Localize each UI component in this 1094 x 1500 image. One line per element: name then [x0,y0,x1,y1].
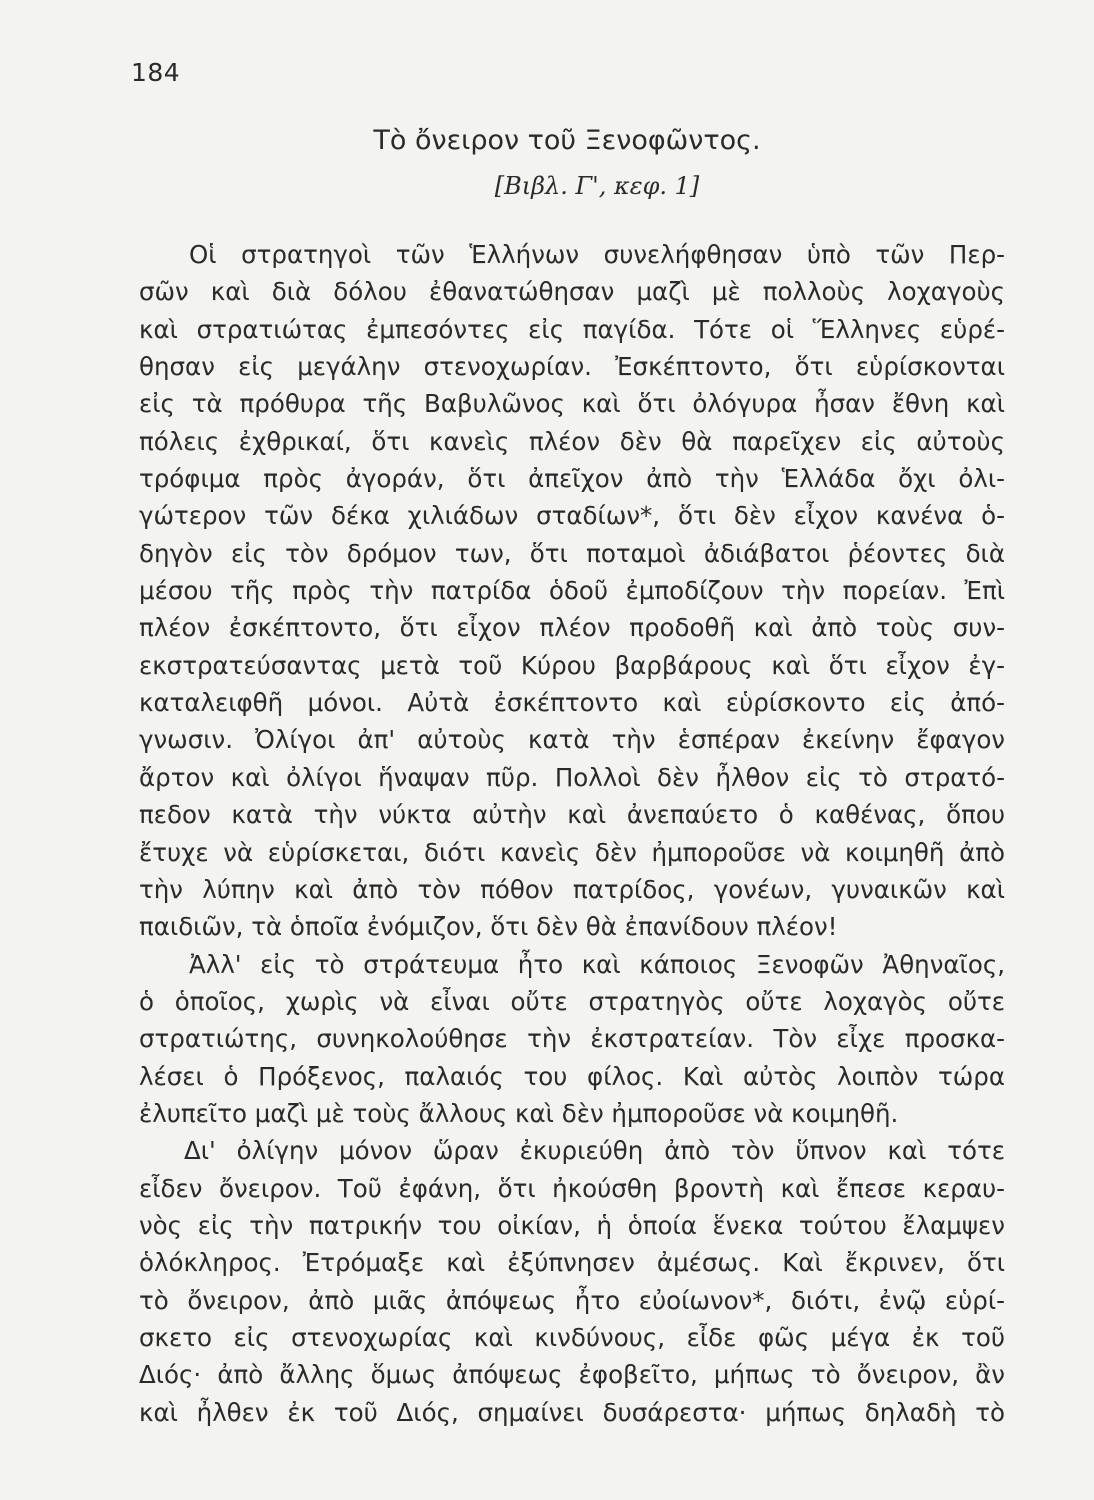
text-line: σκετο εἰς στενοχωρίας καὶ κινδύνους, εἶδε φῶς μέγα ἐκ τοῦ [139,1322,1005,1352]
text-line: ὁλόκληρος. Ἐτρόμαξε καὶ ἐξύπνησεν ἀμέσως. Καὶ ἔκρινεν, ὅτι [139,1248,1005,1278]
text-line: θησαν εἰς μεγάλην στενοχωρίαν. Ἐσκέπτοντο, ὅτι εὑρίσκονται [139,352,1005,382]
text-line: στρατιώτης, συνηκολούθησε τὴν ἐκστρατείαν. Τὸν εἶχε προσκα- [139,1024,1005,1054]
text-line: πόλεις ἐχθρικαί, ὅτι κανεὶς πλέον δὲν θὰ παρεῖχεν εἰς αὐτοὺς [139,426,1005,456]
text-line: δηγὸν εἰς τὸν δρόμον των, ὅτι ποταμοὶ ἀδιάβατοι ῥέοντες διὰ [139,538,1005,568]
text-line: τὴν λύπην καὶ ἀπὸ τὸν πόθον πατρίδος, γονέων, γυναικῶν καὶ [139,874,1005,904]
text-line: καὶ στρατιώτας ἐμπεσόντες εἰς παγίδα. Τότε οἱ Ἕλληνες εὑρέ- [139,314,1005,344]
text-line: παιδιῶν, τὰ ὁποῖα ἐνόμιζον, ὅτι δὲν θὰ ἐπανίδουν πλέον! [139,912,838,942]
text-line: εκστρατεύσαντας μετὰ τοῦ Κύρου βαρβάρους καὶ ὅτι εἶχον ἐγ- [139,650,1005,680]
text-line: Διός· ἀπὸ ἄλλης ὅμως ἀπόψεως ἐφοβεῖτο, μήπως τὸ ὄνειρον, ἂν [139,1360,1005,1390]
text-line: Οἱ στρατηγοὶ τῶν Ἑλλήνων συνελήφθησαν ὑπὸ τῶν Περ- [189,240,1005,269]
text-line: τρόφιμα πρὸς ἀγοράν, ὅτι ἀπεῖχον ἀπὸ τὴν Ἑλλάδα ὄχι ὀλι- [139,464,1005,494]
text-line: καταλειφθῆ μόνοι. Αὐτὰ ἐσκέπτοντο καὶ εὑρίσκοντο εἰς ἀπό- [139,688,1005,718]
text-line: εἰς τὰ πρόθυρα τῆς Βαβυλῶνος καὶ ὅτι ὀλόγυρα ἦσαν ἔθνη καὶ [139,389,1005,419]
text-line: γώτερον τῶν δέκα χιλιάδων σταδίων*, ὅτι δὲν εἶχον κανένα ὁ- [139,501,1005,531]
text-line: εἶδεν ὄνειρον. Τοῦ ἐφάνη, ὅτι ἠκούσθη βροντὴ καὶ ἔπεσε κεραυ- [139,1173,1005,1203]
text-line: νὸς εἰς τὴν πατρικήν του οἰκίαν, ἡ ὁποία ἕνεκα τούτου ἔλαμψεν [139,1210,1005,1240]
chapter-reference: [Βιβλ. Γ', κεφ. 1] [494,172,700,200]
text-line: γνωσιν. Ὀλίγοι ἀπ' αὐτοὺς κατὰ τὴν ἑσπέραν ἐκείνην ἔφαγον [139,725,1005,755]
text-line: Ἀλλ' εἰς τὸ στράτευμα ἦτο καὶ κάποιος Ξενοφῶν Ἀθηναῖος, [189,949,1005,979]
text-line: τὸ ὄνειρον, ἀπὸ μιᾶς ἀπόψεως ἦτο εὐοίωνον*, διότι, ἐνῷ εὑρί- [139,1285,1005,1315]
text-line: πλέον ἐσκέπτοντο, ὅτι εἶχον πλέον προδοθῆ καὶ ἀπὸ τοὺς συν- [139,613,1005,643]
text-line: σῶν καὶ διὰ δόλου ἐθανατώθησαν μαζὶ μὲ πολλοὺς λοχαγοὺς [139,277,1005,307]
text-line: Δι' ὀλίγην μόνον ὥραν ἐκυριεύθη ἀπὸ τὸν ὕπνον καὶ τότε [184,1136,1005,1166]
text-line: ἄρτον καὶ ὀλίγοι ἥναψαν πῦρ. Πολλοὶ δὲν ἦλθον εἰς τὸ στρατό- [139,762,1005,792]
text-line: μέσου τῆς πρὸς τὴν πατρίδα ὁδοῦ ἐμποδίζουν τὴν πορείαν. Ἐπὶ [139,576,1005,606]
text-line: ἐλυπεῖτο μαζὶ μὲ τοὺς ἄλλους καὶ δὲν ἠμποροῦσε νὰ κοιμηθῆ. [139,1098,899,1128]
body-text [139,236,1005,1431]
text-line: πεδον κατὰ τὴν νύκτα αὐτὴν καὶ ἀνεπαύετο ὁ καθένας, ὅπου [139,800,1005,830]
text-line: λέσει ὁ Πρόξενος, παλαιός του φίλος. Καὶ αὐτὸς λοιπὸν τώρα [139,1061,1005,1091]
page-number: 184 [131,58,181,87]
chapter-title: Τὸ ὄνειρον τοῦ Ξενοφῶντος. [373,125,761,156]
text-line: ὁ ὁποῖος, χωρὶς νὰ εἶναι οὔτε στρατηγὸς οὔτε λοχαγὸς οὔτε [139,986,1005,1016]
text-line: καὶ ἦλθεν ἐκ τοῦ Διός, σημαίνει δυσάρεστα· μήπως δηλαδὴ τὸ [139,1397,1005,1427]
text-line: ἔτυχε νὰ εὑρίσκεται, διότι κανεὶς δὲν ἠμποροῦσε νὰ κοιμηθῆ ἀπὸ [139,837,1005,867]
